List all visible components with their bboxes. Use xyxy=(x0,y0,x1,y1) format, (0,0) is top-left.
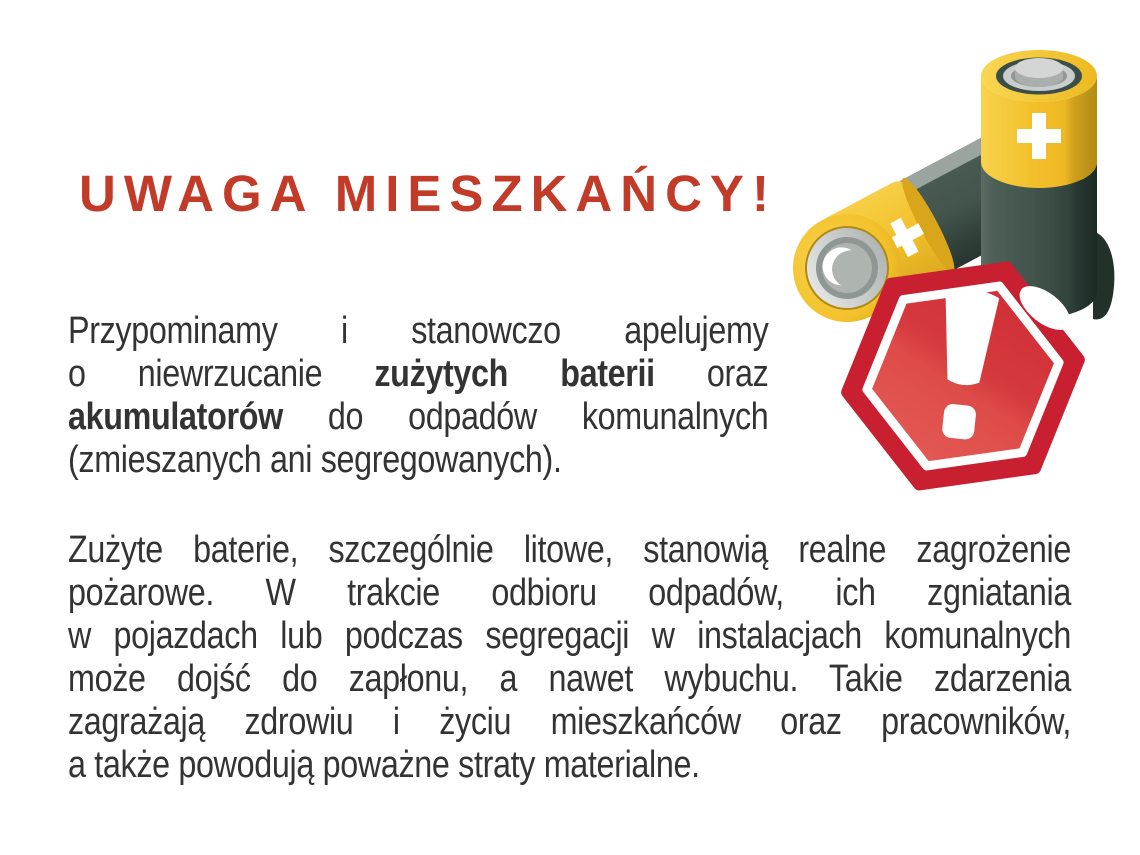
intro-line-3: akumulatorów do odpadów komunalnych xyxy=(68,396,769,438)
batteries-illustration xyxy=(790,20,1140,520)
bold-akumulatorow: akumulatorów xyxy=(68,396,283,438)
page-title: UWAGA MIESZKAŃCY! xyxy=(79,165,777,222)
body-line-3: w pojazdach lub podczas segregacji w instalacjach komunalnych xyxy=(68,615,1071,657)
battery-terminal-top xyxy=(996,58,1082,95)
bold-zuzytych-baterii: zużytych baterii xyxy=(374,353,655,395)
body-line-4: może dojść do zapłonu, a nawet wybuchu. Takie zdarzenia xyxy=(68,658,1071,700)
intro-line-4: (zmieszanych ani segregowanych). xyxy=(68,439,562,481)
body-line-2: pożarowe. W trakcie odbioru odpadów, ich zgniatania xyxy=(68,572,1071,614)
intro-line-1: Przypominamy i stanowczo apelujemy xyxy=(68,310,769,352)
intro-paragraph xyxy=(68,310,768,482)
body-paragraph xyxy=(68,529,1071,787)
body-line-1: Zużyte baterie, szczególnie litowe, stanowią realne zagrożenie xyxy=(68,529,1071,571)
intro-line-2: o niewrzucanie zużytych baterii oraz xyxy=(68,353,769,395)
body-line-6: a także powodują poważne straty materialne. xyxy=(68,744,700,786)
body-line-5: zagrażają zdrowiu i życiu mieszkańców oraz pracowników, xyxy=(68,701,1071,743)
